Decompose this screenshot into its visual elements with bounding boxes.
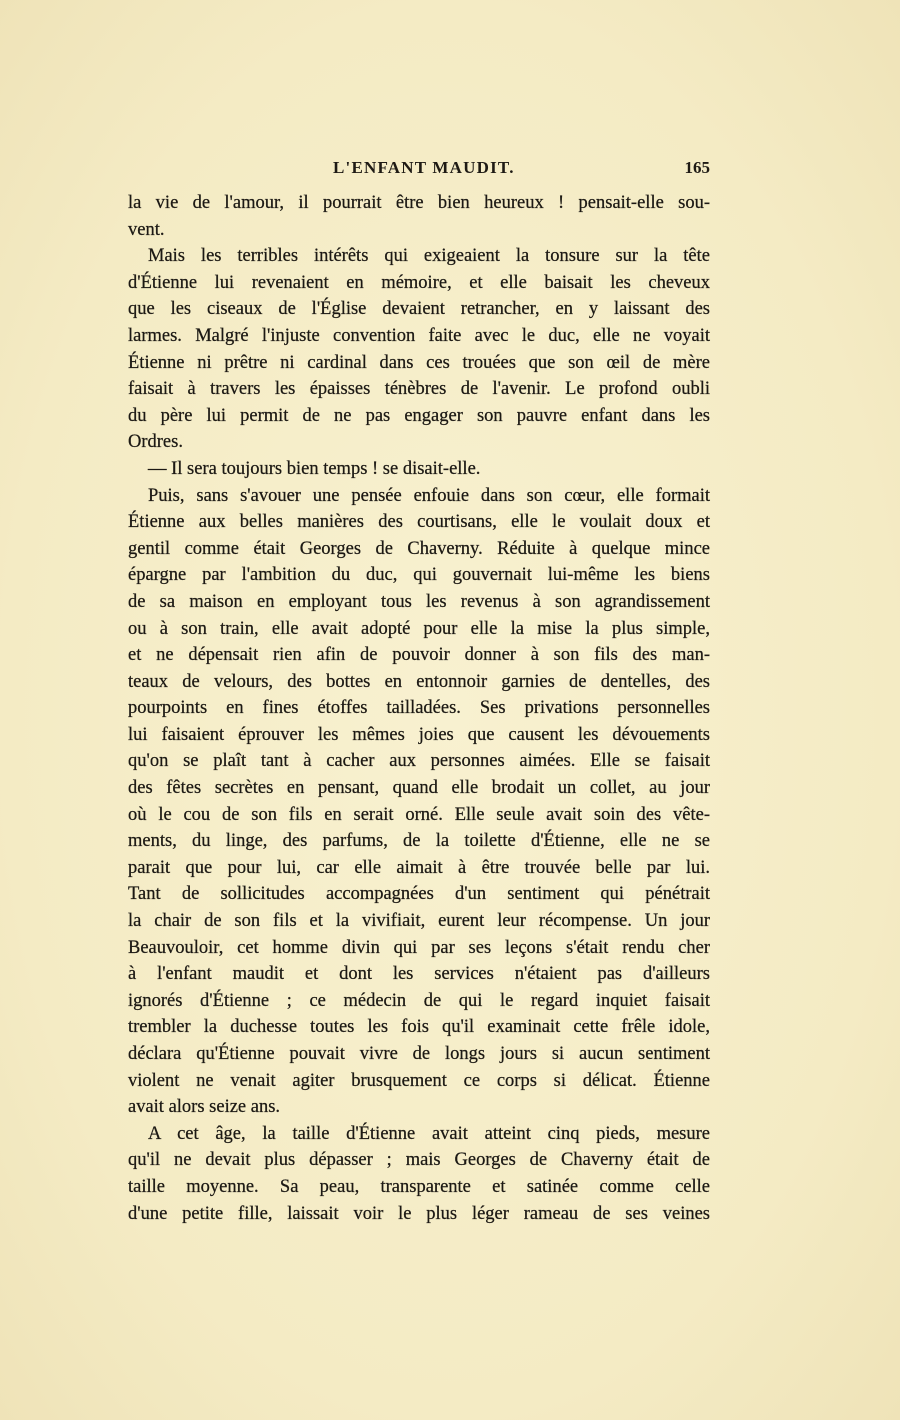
text-line: à l'enfant maudit et dont les services n'étaient pas d'ailleurs	[128, 964, 710, 985]
text-line: d'une petite fille, laissait voir le plus léger rameau de ses veines	[128, 1203, 710, 1224]
text-line: d'Étienne lui revenaient en mémoire, et elle baisait les cheveux	[128, 272, 710, 293]
text-line: — Il sera toujours bien temps ! se disait-elle.	[148, 458, 481, 479]
text-line: Étienne ni prêtre ni cardinal dans ces trouées que son œil de mère	[128, 352, 710, 373]
page-header	[128, 158, 710, 182]
text-line: Étienne aux belles manières des courtisans, elle le voulait doux et	[128, 512, 710, 533]
paragraph	[128, 483, 710, 1121]
text-line: trembler la duchesse toutes les fois qu'il examinait cette frêle idole,	[128, 1017, 710, 1038]
text-line: et ne dépensait rien afin de pouvoir donner à son fils des man-	[128, 645, 710, 666]
text-line: la vie de l'amour, il pourrait être bien heureux ! pensait-elle sou-	[128, 193, 710, 213]
text-line: parait que pour lui, car elle aimait à être trouvée belle par lui.	[128, 857, 710, 878]
text-line: faisait à travers les épaisses ténèbres de l'avenir. Le profond oubli	[128, 379, 710, 400]
text-line: vent.	[128, 219, 165, 240]
text-line: déclara qu'Étienne pouvait vivre de longs jours si aucun sentiment	[128, 1044, 710, 1064]
text-line: lui faisaient éprouver les mêmes joies que causent les dévouements	[128, 724, 710, 745]
text-line: ments, du linge, des parfums, de la toilette d'Étienne, elle ne se	[128, 831, 710, 852]
text-line: qu'on se plaît tant à cacher aux personnes aimées. Elle se faisait	[128, 751, 710, 772]
text-line: de sa maison en employant tous les revenus à son agrandissement	[128, 591, 710, 612]
text-line: que les ciseaux de l'Église devaient retrancher, en y laissant des	[128, 299, 710, 320]
text-line: pourpoints en fines étoffes tailladées. Ses privations personnelles	[128, 698, 710, 719]
paragraph	[128, 243, 710, 456]
text-line: Tant de sollicitudes accompagnées d'un sentiment qui pénétrait	[128, 884, 710, 905]
text-line: qu'il ne devait plus dépasser ; mais Georges de Chaverny était de	[128, 1150, 710, 1171]
text-line: épargne par l'ambition du duc, qui gouvernait lui-même les biens	[128, 565, 710, 586]
text-line: Mais les terribles intérêts qui exigeaient la tonsure sur la tête	[148, 246, 710, 267]
body-text	[128, 190, 710, 1227]
paragraph	[128, 456, 710, 483]
text-line: où le cou de son fils en serait orné. Elle seule avait soin des vête-	[128, 804, 710, 825]
text-line: avait alors seize ans.	[128, 1097, 281, 1118]
text-line: des fêtes secrètes en pensant, quand elle brodait un collet, au jour	[128, 778, 710, 799]
text-line: violent ne venait agiter brusquement ce corps si délicat. Étienne	[128, 1070, 710, 1091]
text-line: du père lui permit de ne pas engager son pauvre enfant dans les	[128, 405, 710, 426]
text-line: Puis, sans s'avouer une pensée enfouie dans son cœur, elle formait	[148, 485, 710, 506]
text-line: ou à son train, elle avait adopté pour elle la mise la plus simple,	[128, 618, 710, 639]
text-line: la chair de son fils et la vivifiait, eurent leur récompense. Un jour	[128, 911, 710, 932]
page-number: 165	[684, 158, 710, 177]
text-line: gentil comme était Georges de Chaverny. Réduite à quelque mince	[128, 538, 710, 559]
paragraph	[128, 1121, 710, 1227]
text-line: taille moyenne. Sa peau, transparente et satinée comme celle	[128, 1176, 710, 1197]
text-line: ignorés d'Étienne ; ce médecin de qui le regard inquiet faisait	[128, 990, 710, 1011]
text-line: teaux de velours, des bottes en entonnoir garnies de dentelles, des	[128, 671, 710, 692]
text-line: larmes. Malgré l'injuste convention faite avec le duc, elle ne voyait	[128, 325, 710, 346]
text-line: Beauvouloir, cet homme divin qui par ses leçons s'était rendu cher	[128, 937, 710, 958]
text-line: A cet âge, la taille d'Étienne avait atteint cinq pieds, mesure	[148, 1123, 710, 1144]
paragraph	[128, 190, 710, 243]
running-title: L'ENFANT MAUDIT.	[333, 158, 515, 177]
text-line: Ordres.	[128, 432, 183, 453]
